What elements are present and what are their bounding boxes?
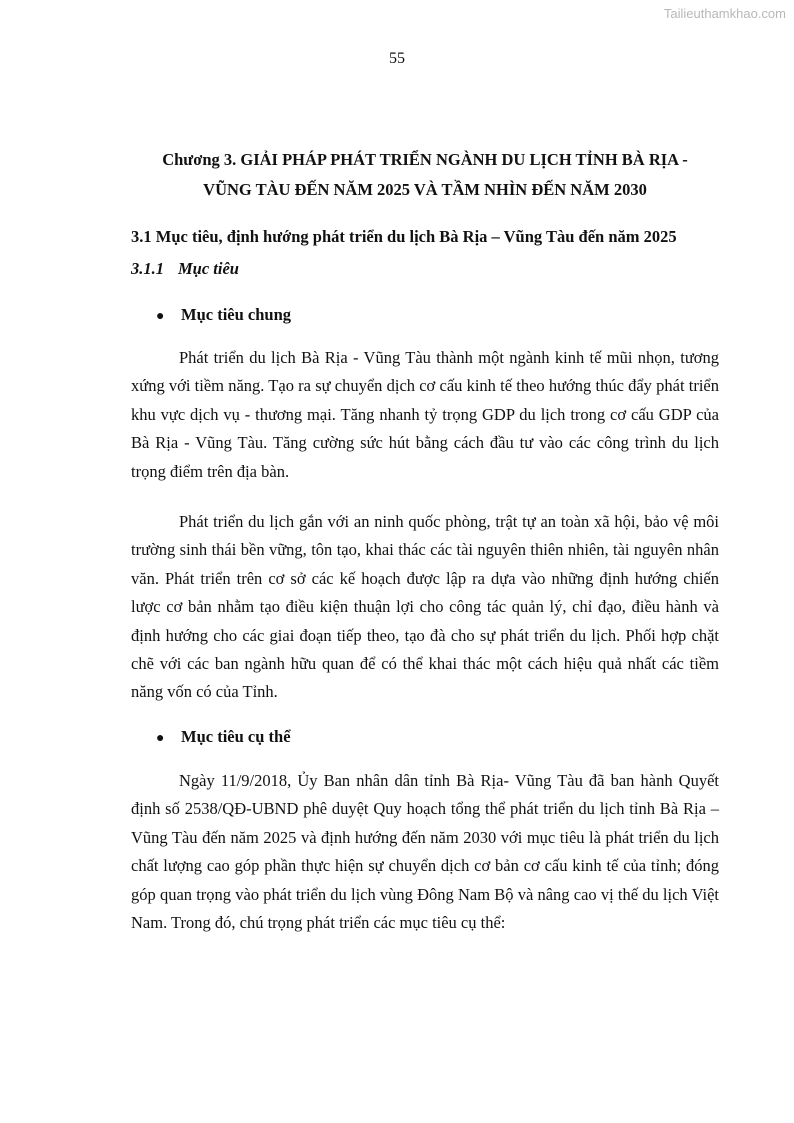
- bullet-specific-goals: [156, 726, 291, 750]
- bullet-specific-goals-label: Mục tiêu cụ thể: [181, 727, 291, 746]
- watermark: Tailieuthamkhao.com: [663, 6, 786, 21]
- subsection-number: 3.1.1: [131, 259, 164, 278]
- paragraph-3: Ngày 11/9/2018, Ủy Ban nhân dân tỉnh Bà Rịa- Vũng Tàu đã ban hành Quyết định số 2538/QĐ-UBND phê duyệt Quy hoạch tổng thể phát triển du lịch tỉnh Bà Rịa – Vũng Tàu đến năm 2025 và định hướng đến năm 2030 với mục tiêu là phát triển du lịch chất lượng cao góp phần thực hiện sự chuyển dịch cơ bản cơ cấu kinh tế của tỉnh; đóng góp quan trọng vào phát triển du lịch vùng Đông Nam Bộ và nâng cao vị thế du lịch Việt Nam. Trong đó, chú trọng phát triển các mục tiêu cụ thể:: [131, 771, 719, 933]
- paragraph-2: Phát triển du lịch gắn với an ninh quốc phòng, trật tự an toàn xã hội, bảo vệ môi trường sinh thái bền vững, tôn tạo, khai thác các tài nguyên thiên nhiên, tài nguyên nhân văn. Phát triển trên cơ sở các kế hoạch được lập ra dựa vào những định hướng chiến lược cơ bản nhằm tạo điều kiện thuận lợi cho công tác quản lý, chỉ đạo, điều hành và định hướng cho các giai đoạn tiếp theo, tạo đà cho sự phát triển du lịch. Phối hợp chặt chẽ với các ban ngành hữu quan để có thể khai thác một cách hiệu quả nhất các tiềm năng vốn có của Tỉnh.: [131, 512, 719, 702]
- chapter-title-line-2: VŨNG TÀU ĐẾN NĂM 2025 VÀ TẦM NHÌN ĐẾN NĂM 2030: [203, 180, 647, 199]
- page-number: 55: [389, 50, 405, 67]
- bullet-dot-icon: ●: [156, 731, 165, 746]
- chapter-title-line-1: Chương 3. GIẢI PHÁP PHÁT TRIỂN NGÀNH DU LỊCH TỈNH BÀ RỊA -: [162, 150, 688, 169]
- bullet-general-goals-label: Mục tiêu chung: [181, 305, 292, 324]
- bullet-dot-icon: ●: [156, 309, 165, 324]
- bullet-general-goals: [156, 304, 291, 328]
- section-heading: 3.1 Mục tiêu, định hướng phát triển du lịch Bà Rịa – Vũng Tàu đến năm 2025: [131, 227, 677, 246]
- paragraph-1: Phát triển du lịch Bà Rịa - Vũng Tàu thành một ngành kinh tế mũi nhọn, tương xứng với tiềm năng. Tạo ra sự chuyển dịch cơ cấu kinh tế theo hướng thúc đẩy phát triển khu vực dịch vụ - thương mại. Tăng nhanh tỷ trọng GDP du lịch trong cơ cấu GDP của Bà Rịa - Vũng Tàu. Tăng cường sức hút bằng cách đầu tư vào các công trình du lịch trọng điểm trên địa bàn.: [131, 348, 719, 481]
- subsection-title: Mục tiêu: [178, 259, 239, 278]
- chapter-title: [118, 145, 732, 205]
- subsection-heading: [131, 258, 239, 280]
